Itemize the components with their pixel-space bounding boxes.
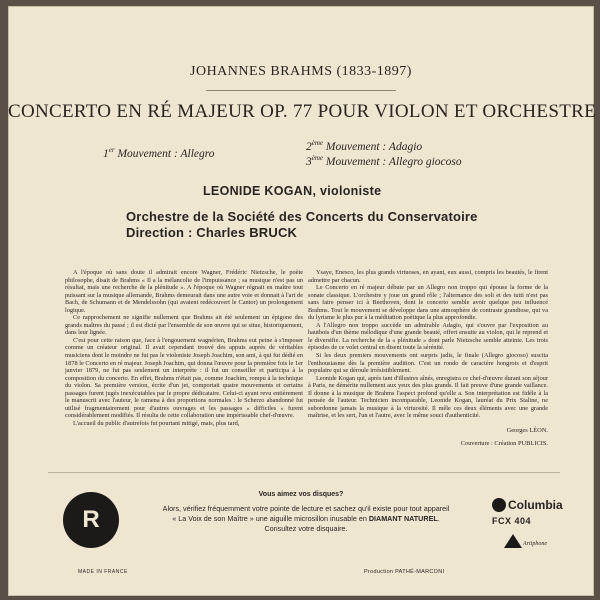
- movement-2-tempo: Adagio: [388, 140, 423, 153]
- record-sleeve-back: [8, 6, 594, 596]
- composer-name: JOHANNES BRAHMS (1833-1897): [190, 64, 412, 79]
- production-credit: Production PATHÉ-MARCONI: [364, 569, 445, 575]
- made-in-label: MADE IN FRANCE: [78, 569, 128, 575]
- catalog-number: FCX 404: [492, 516, 532, 526]
- notes-paragraph: Si les deux premiers mouvements ont surpris jadis, le finale (Allegro giocoso) suscita l'enthousiasme dès la première audition. C'est un rondo de caractère hongrois et d'esprit populaire qui se déroule irrésistiblement.: [308, 352, 548, 375]
- movement-1-number: 1: [103, 147, 109, 160]
- movement-3: [306, 154, 462, 168]
- notes-signature: Georges LÉON.: [506, 426, 548, 434]
- notes-paragraph: Ysaye, Enesco, les plus grands virtuoses, en ayant, eux aussi, compris les beautés, le firent admettre par chacun.: [308, 269, 548, 284]
- notes-paragraph: Ce rapprochement ne signifie nullement que Brahms ait été seulement un épigone des grands maîtres du passé ; il est dicté par l'ensemble de son œuvre qui se situe, historiquement, dans leur lignée.: [65, 314, 303, 337]
- movement-3-ordinal: ème: [311, 154, 324, 162]
- movement-2-label: Mouvement :: [323, 140, 389, 153]
- notes-paragraph: C'est pour cette raison que, face à l'engouement wagnérien, Brahms eut peine à s'imposer comme un créateur original. Il avait cependant trouvé des appuis auprès de véritables musiciens dont le moindre ne fut pas le violoniste Joseph Joachim, son ami, à qui fut dédié en 1878 le Concerto en ré majeur. Joseph Joachim, qui donna l'œuvre pour la première fois le 1er janvier 1879, ne fut pas seulement un interprète : il fut un conseiller et participa à la composition du concerto. En effet, Brahms n'était pas, comme Joachim, rompu à la technique du violon. Sa première version, écrite d'un jet, comportait quatre mouvements et certains passages furent jugés inexécutables par le propre dédicataire. Celui-ci ayant revu entièrement le manuscrit avec l'auteur, le ramena à des proportions normales : le Scherzo abandonné fut utilisé fragmentairement pour d'autres ouvrages et les passages « difficiles » furent considérablement modifiés. Il résulta de cette collaboration une impérissable chef-d'œuvre.: [65, 336, 303, 420]
- footer-line-2-end: .: [437, 514, 440, 523]
- footer-line-2: [136, 514, 476, 524]
- label-name: Columbia: [508, 497, 563, 512]
- cover-credit: Couverture : Création PUBLICIS.: [460, 440, 548, 448]
- footer-divider: [48, 472, 560, 473]
- liner-notes-right: [308, 269, 548, 448]
- notes-paragraph: L'accueil du public d'autrefois fut pourtant mitigé, mais, plus tard,: [73, 419, 240, 427]
- artiphone-label: Artiphone: [523, 541, 547, 547]
- movement-2-ordinal: ème: [311, 139, 324, 147]
- movement-3-label: Mouvement :: [323, 155, 389, 168]
- liner-notes-left: [65, 269, 303, 427]
- columbia-logo: [492, 496, 563, 514]
- soloist: LEONIDE KOGAN, violoniste: [203, 184, 382, 198]
- notes-paragraph: A l'Allegro non troppo succède un admirable Adagio, qui s'ouvre par l'exposition au hautbois d'un thème mélodique d'une grande beauté, offert ensuite au violon, qui le reprend et le diversifie. La recherche de la « plénitude » dont parle Nietzsche semble atteinte. Les trois épisodes de ce volet central en disent toute la sérénité.: [308, 321, 548, 352]
- columbia-badge-icon: [492, 498, 506, 512]
- movement-2: [306, 139, 422, 153]
- composer-heading: [8, 64, 594, 96]
- footer-line-1: Alors, vérifiez fréquemment votre pointe de lecture et sachez qu'il existe pour tout appareil: [162, 504, 450, 513]
- movement-1-tempo: Allegro: [180, 147, 215, 160]
- logo-letter: R: [82, 506, 100, 533]
- work-title: CONCERTO EN RÉ MAJEUR OP. 77 POUR VIOLON ET ORCHESTRE: [8, 101, 596, 122]
- notes-paragraph: Leonide Kogan qui, après tant d'illustres aînés, enregistra ce chef-d'œuvre durant son séjour à Paris, ne démérite nullement aux yeux des plus grands. Il fait preuve d'une grande vaillance. Il donne à la musique de Brahms l'aspect profond qu'elle a. Son interprétation est fidèle à la pensée de l'auteur. Technicien incomparable, Leonide Kogan, lauréat du Prix Staline, ne subordonne jamais la musique à la virtuosité. Il mêle ces deux éléments avec une grande maîtrise, et les sert, l'un et l'autre, avec le même souci d'authenticité.: [308, 374, 548, 420]
- footer-line-2-bold: DIAMANT NATUREL: [368, 514, 438, 523]
- movement-3-number: 3: [306, 155, 312, 168]
- movement-3-tempo: Allegro giocoso: [388, 155, 462, 168]
- movement-1-ordinal: er: [108, 146, 115, 154]
- composer-underline: [206, 90, 396, 91]
- footer-line-3: Consultez votre disquaire.: [264, 524, 348, 533]
- notes-paragraph: A l'époque où sans doute il admirait encore Wagner, Frédéric Nietzsche, le poète philosophe, disait de Brahms « Il a la mélancolie de l'impuissance ; sa musique n'est pas un résultat, mais une recherche de la plénitude ». A l'époque où Wagner régnait en maître tout puissant sur la musique allemande, Brahms demeurait dans une autre voie et donnait à l'art de Bach, de Schumann et de Mendelssohn (qui avaient redécouvert le Cantor) un prolongement logique.: [65, 269, 303, 314]
- footer-line-2-text: « La Voix de son Maître » une aiguille microsillon inusable en: [172, 514, 369, 523]
- conductor: Direction : Charles BRUCK: [126, 225, 298, 240]
- movement-1-label: Mouvement :: [114, 147, 181, 160]
- movement-2-number: 2: [306, 140, 312, 153]
- voix-de-son-maitre-logo: [63, 492, 119, 548]
- orchestra-name: Orchestre de la Société des Concerts du Conservatoire: [126, 209, 478, 224]
- movement-1: [103, 146, 215, 160]
- footer-question: Vous aimez vos disques?: [258, 491, 344, 498]
- artiphone-triangle-icon: [504, 534, 522, 548]
- notes-paragraph: Le Concerto en ré majeur débute par un Allegro non troppo qui épouse la forme de la sonate classique. L'orchestre y joue un grand rôle ; l'alternance des soli et des tutti n'est pas sans faire penser ici à Beethoven, dont le concerto semble avoir quelque peu influencé Brahms. Tout le mouvement se développe dans une atmosphère de contraste grandiose, qui va du lyrisme le plus pur à la méditation poétique la plus approfondie.: [308, 284, 548, 322]
